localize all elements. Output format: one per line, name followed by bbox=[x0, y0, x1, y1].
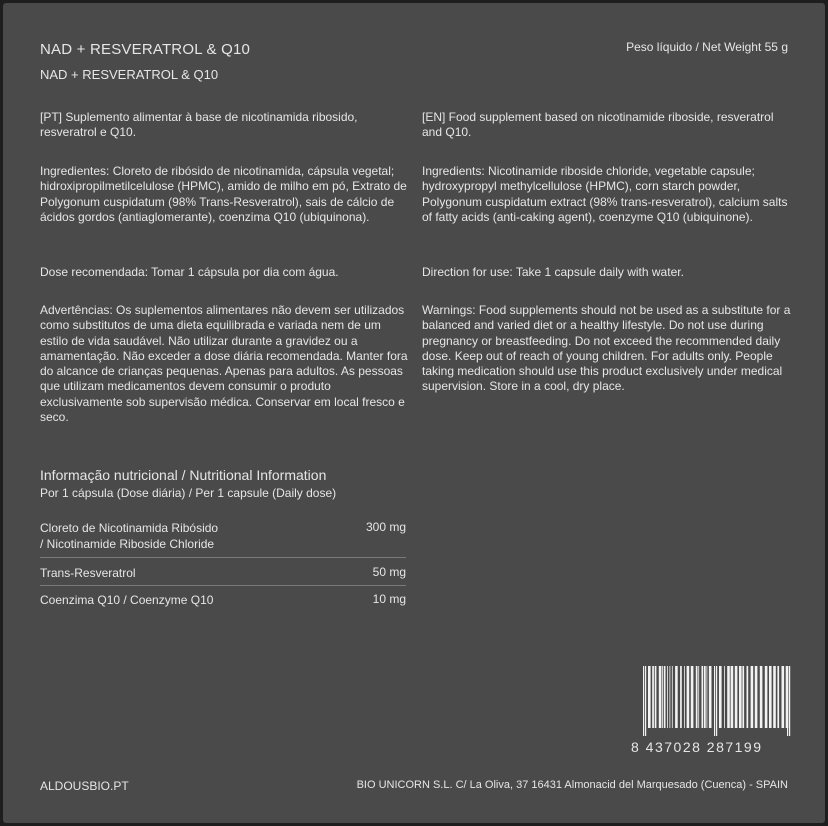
en-dose: Direction for use: Take 1 capsule daily with water. bbox=[422, 265, 684, 279]
nutrition-title: Informação nutricional / Nutritional Information bbox=[40, 467, 327, 483]
en-intro: [EN] Food supplement based on nicotinamide riboside, resveratrol and Q10. bbox=[422, 110, 774, 140]
nutrition-row-amount: 300 mg bbox=[365, 520, 406, 534]
product-subtitle: NAD + RESVERATROL & Q10 bbox=[40, 67, 219, 82]
barcode-number: 8 437028 287199 bbox=[631, 739, 763, 755]
net-weight: Peso líquido / Net Weight 55 g bbox=[626, 40, 788, 54]
en-ingredients: Ingredients: Nicotinamide riboside chloride, vegetable capsule; hydroxypropyl methylcellulose (HPMC), corn starch powder, Polygonum cuspidatum extract (98% trans-resveratrol), calcium salts of fatty acids (anti-caking agent), coenzyme Q10 (ubiquinone). bbox=[422, 164, 788, 224]
website-label: ALDOUSBIO.PT bbox=[40, 779, 129, 793]
nutrition-row bbox=[40, 586, 406, 612]
nutrition-row bbox=[40, 558, 406, 586]
nutrition-row-name: Coenzima Q10 / Coenzyme Q10 bbox=[40, 593, 214, 607]
nutrition-row-name: Cloreto de Nicotinamida Ribósido / Nicotinamide Riboside Chloride bbox=[40, 521, 219, 551]
pt-ingredients: Ingredientes: Cloreto de ribósido de nicotinamida, cápsula vegetal; hidroxipropilmetilcelulose (HPMC), amido de milho em pó, Extrato de Polygonum cuspidatum (98% Trans-Resveratrol), sais de cálcio de ácidos gordos (antiaglomerante), coenzima Q10 (ubiquinona). bbox=[40, 164, 407, 224]
nutrition-row-amount: 10 mg bbox=[372, 592, 406, 606]
nutrition-subtitle: Por 1 cápsula (Dose diária) / Per 1 capsule (Daily dose) bbox=[40, 486, 337, 500]
product-label bbox=[3, 3, 825, 823]
nutrition-row-amount: 50 mg bbox=[372, 565, 406, 579]
barcode-bars bbox=[643, 666, 791, 736]
nutrition-table bbox=[40, 516, 406, 612]
pt-intro: [PT] Suplemento alimentar à base de nicotinamida ribosido, resveratrol e Q10. bbox=[40, 110, 358, 140]
pt-warnings: Advertências: Os suplementos alimentares não devem ser utilizados como substitutos de uma dieta equilibrada e variada nem de um estilo de vida saudável. Não utilizar durante a gravidez ou a amamentação. Não exceder a dose diária recomendada. Manter fora do alcance de crianças pequenas. Apenas para adultos. As pessoas que utilizam medicamentos devem consumir o produto exclusivamente sob supervisão médica. Conservar em local fresco e seco. bbox=[40, 303, 408, 425]
nutrition-row bbox=[40, 516, 406, 558]
product-title: NAD + RESVERATROL & Q10 bbox=[40, 41, 251, 58]
company-address: BIO UNICORN S.L. C/ La Oliva, 37 16431 Almonacid del Marquesado (Cuenca) - SPAIN bbox=[356, 779, 788, 791]
pt-dose: Dose recomendada: Tomar 1 cápsula por dia com água. bbox=[40, 265, 339, 279]
nutrition-row-name: Trans-Resveratrol bbox=[40, 566, 136, 580]
en-warnings: Warnings: Food supplements should not be used as a substitute for a balanced and varied diet or a healthy lifestyle. Do not use during pregnancy or breastfeeding. Do not exceed the recommended daily dose. Keep out of reach of young children. For adults only. People taking medication should use this product exclusively under medical supervision. Store in a cool, dry place. bbox=[422, 303, 791, 394]
